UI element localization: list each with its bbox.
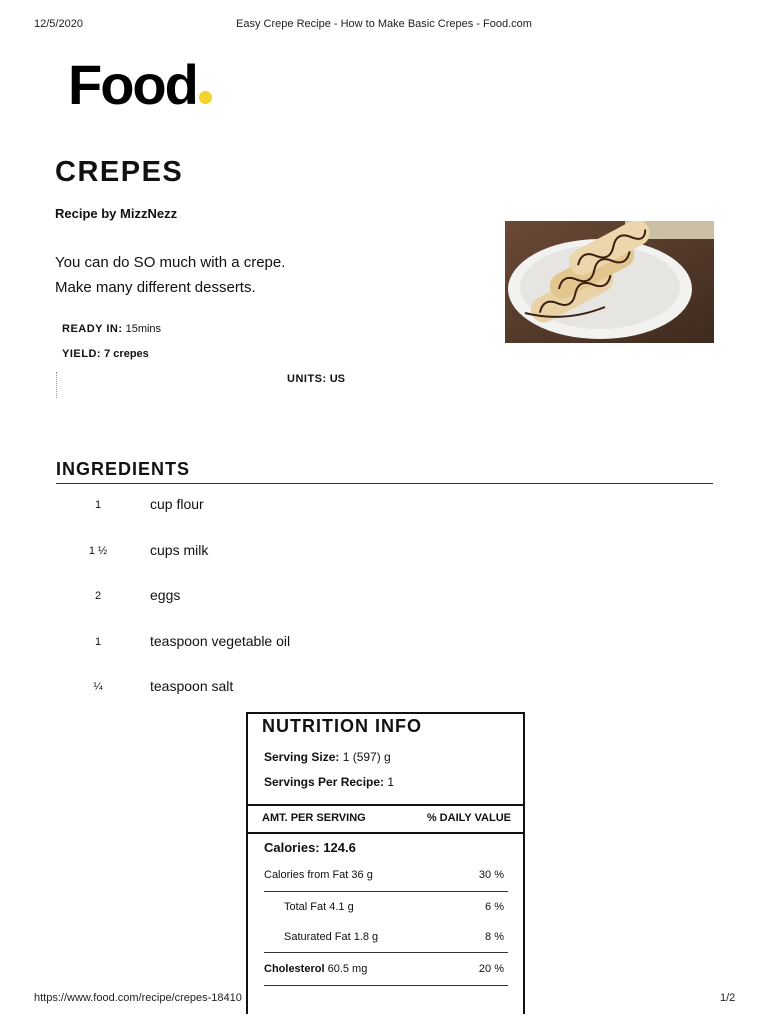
print-date: 12/5/2020 <box>34 18 83 30</box>
nutrition-column-header <box>248 804 523 834</box>
servings-label: Servings Per Recipe: <box>264 775 385 789</box>
calories-value: 124.6 <box>323 840 356 855</box>
ingredients-divider <box>56 483 713 484</box>
nutrition-divider <box>264 891 508 892</box>
serving-size-value: 1 (597) g <box>342 750 391 764</box>
nutrition-row <box>284 931 508 943</box>
print-page-number: 1/2 <box>720 992 736 1004</box>
nutrition-heading: NUTRITION INFO <box>262 716 422 736</box>
ingredients-heading: INGREDIENTS <box>56 459 191 479</box>
nutrient-label: Saturated Fat 1.8 g <box>284 931 379 943</box>
nutrient-label-bold: Cholesterol <box>264 963 325 975</box>
nutrition-divider <box>264 952 508 953</box>
serving-size-label: Serving Size: <box>264 750 340 764</box>
ingredient-row <box>56 587 656 609</box>
ingredient-name[interactable]: cup flour <box>150 496 204 512</box>
recipe-byline[interactable]: Recipe by MizzNezz <box>55 206 178 221</box>
ingredient-name[interactable]: teaspoon vegetable oil <box>150 633 291 649</box>
units-value[interactable]: US <box>329 373 346 385</box>
yield <box>62 348 149 360</box>
recipe-title: CREPES <box>55 156 184 188</box>
nutrition-row <box>264 869 508 881</box>
calories <box>264 840 356 855</box>
ingredient-row <box>56 542 656 564</box>
crepes-photo-icon <box>505 221 714 343</box>
nutrient-pct: 30 % <box>478 869 504 881</box>
food-logo[interactable] <box>68 52 212 117</box>
print-page-title: Easy Crepe Recipe - How to Make Basic Crepes - Food.com <box>236 18 532 30</box>
calories-label: Calories: <box>264 840 320 855</box>
recipe-photo <box>505 221 714 343</box>
nutrient-label: Total Fat 4.1 g <box>284 901 354 913</box>
units[interactable] <box>287 373 345 385</box>
yield-label: YIELD: <box>62 348 102 360</box>
logo-text: Food <box>68 53 197 116</box>
ready-in <box>62 323 161 335</box>
ingredient-row <box>56 678 656 700</box>
ingredient-qty: ¼ <box>93 681 103 693</box>
ready-in-label: READY IN: <box>62 323 123 335</box>
ingredient-qty: 2 <box>94 590 102 602</box>
ingredient-qty: 1 <box>94 636 102 648</box>
print-url: https://www.food.com/recipe/crepes-18410 <box>34 992 242 1004</box>
nutrition-row <box>284 901 508 913</box>
ingredient-row <box>56 496 656 518</box>
nutrient-label: 60.5 mg <box>324 963 368 975</box>
logo-dot-icon <box>199 91 212 104</box>
ingredient-qty: 1 <box>94 499 102 511</box>
nutrient-pct: 8 % <box>485 931 504 943</box>
nutrition-divider <box>264 985 508 986</box>
ingredient-name[interactable]: teaspoon salt <box>150 678 234 694</box>
serving-size <box>264 750 391 764</box>
nutrient-label: Calories from Fat 36 g <box>264 869 373 881</box>
units-label: UNITS: <box>287 373 327 385</box>
servings-value: 1 <box>387 775 395 789</box>
servings-per-recipe <box>264 775 394 789</box>
amt-per-serving-label: AMT. PER SERVING <box>262 812 366 824</box>
ingredient-name[interactable]: eggs <box>150 587 181 603</box>
description-line: Make many different desserts. <box>55 279 256 296</box>
divider <box>56 372 57 398</box>
ready-in-value: 15mins <box>125 323 162 335</box>
daily-value-label: % DAILY VALUE <box>426 812 511 824</box>
ingredient-name[interactable]: cups milk <box>150 542 209 558</box>
description-line: You can do SO much with a crepe. <box>55 254 286 271</box>
ingredient-qty: 1 ½ <box>88 545 108 557</box>
nutrient-pct: 20 % <box>478 963 504 975</box>
nutrition-row <box>264 963 508 975</box>
nutrient-pct: 6 % <box>485 901 504 913</box>
nutrition-panel <box>246 712 525 1014</box>
recipe-description <box>55 250 475 300</box>
yield-value: 7 crepes <box>104 348 149 360</box>
ingredient-row <box>56 633 656 655</box>
